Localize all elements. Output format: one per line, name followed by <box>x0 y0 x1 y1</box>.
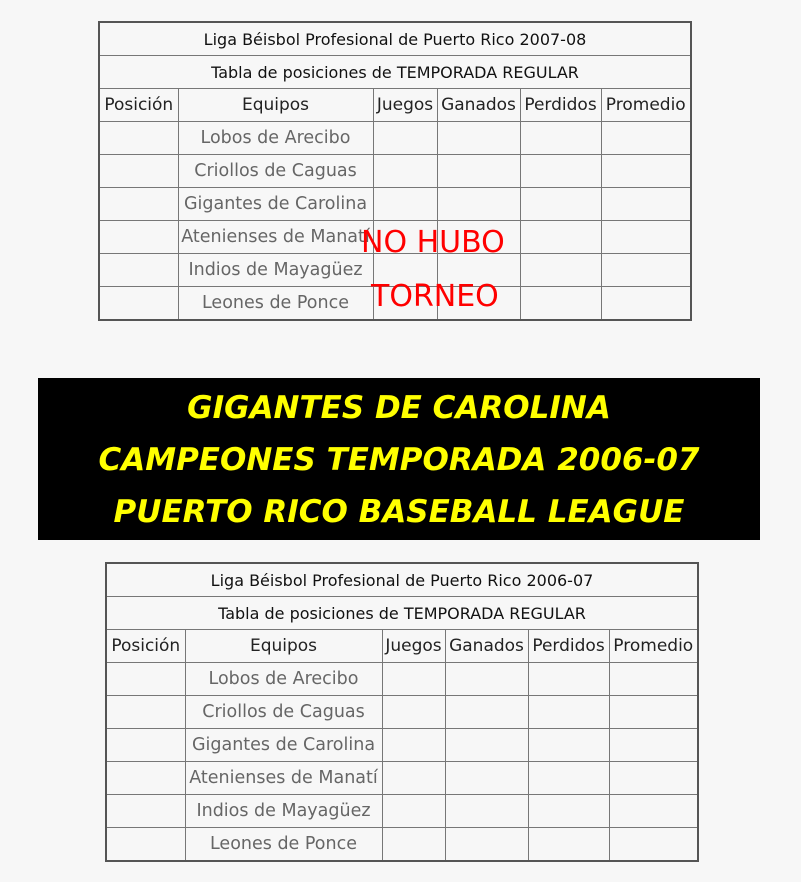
position-cell <box>99 122 178 155</box>
col-header-posicion: Posición <box>99 89 178 122</box>
team-cell: Leones de Ponce <box>185 828 382 862</box>
position-cell <box>99 254 178 287</box>
table-row <box>106 663 698 696</box>
table-row <box>106 828 698 862</box>
banner-line-champions: CAMPEONES TEMPORADA 2006-07 <box>98 442 700 478</box>
col-header-juegos: Juegos <box>382 630 445 663</box>
team-cell: Leones de Ponce <box>178 287 373 321</box>
won-cell <box>445 663 528 696</box>
games-cell <box>382 729 445 762</box>
average-cell <box>601 188 691 221</box>
team-cell: Gigantes de Carolina <box>178 188 373 221</box>
average-cell <box>609 762 698 795</box>
average-cell <box>609 696 698 729</box>
position-cell <box>106 696 185 729</box>
table-title: Liga Béisbol Profesional de Puerto Rico 2006-07 <box>106 563 698 597</box>
table-row <box>106 762 698 795</box>
won-cell <box>445 795 528 828</box>
team-cell: Indios de Mayagüez <box>178 254 373 287</box>
games-cell <box>382 696 445 729</box>
lost-cell <box>520 221 601 254</box>
position-cell <box>106 729 185 762</box>
col-header-posicion: Posición <box>106 630 185 663</box>
games-cell <box>382 828 445 862</box>
team-cell: Gigantes de Carolina <box>185 729 382 762</box>
won-cell <box>445 828 528 862</box>
col-header-ganados: Ganados <box>437 89 520 122</box>
header-row <box>106 630 698 663</box>
team-cell: Atenienses de Manatí <box>178 221 373 254</box>
team-cell: Atenienses de Manatí <box>185 762 382 795</box>
position-cell <box>99 188 178 221</box>
lost-cell <box>528 729 609 762</box>
won-cell <box>445 729 528 762</box>
games-cell <box>373 188 437 221</box>
lost-cell <box>520 155 601 188</box>
average-cell <box>609 795 698 828</box>
no-tournament-text-line2: TORNEO <box>371 279 499 314</box>
position-cell <box>99 287 178 321</box>
team-cell: Criollos de Caguas <box>178 155 373 188</box>
team-cell: Indios de Mayagüez <box>185 795 382 828</box>
average-cell <box>601 287 691 321</box>
lost-cell <box>520 188 601 221</box>
average-cell <box>609 663 698 696</box>
team-cell: Lobos de Arecibo <box>178 122 373 155</box>
header-row <box>99 89 691 122</box>
champions-banner <box>38 378 760 540</box>
average-cell <box>609 729 698 762</box>
col-header-perdidos: Perdidos <box>528 630 609 663</box>
team-cell: Criollos de Caguas <box>185 696 382 729</box>
games-cell <box>373 155 437 188</box>
table-row <box>99 155 691 188</box>
games-cell <box>382 762 445 795</box>
table-row <box>106 729 698 762</box>
won-cell <box>445 696 528 729</box>
standings-table-2006-07 <box>105 562 699 862</box>
col-header-perdidos: Perdidos <box>520 89 601 122</box>
lost-cell <box>520 122 601 155</box>
lost-cell <box>528 696 609 729</box>
standings-table-2007-08 <box>98 21 692 321</box>
col-header-ganados: Ganados <box>445 630 528 663</box>
lost-cell <box>528 828 609 862</box>
average-cell <box>601 155 691 188</box>
won-cell <box>437 122 520 155</box>
won-cell <box>437 155 520 188</box>
lost-cell <box>528 795 609 828</box>
games-cell <box>382 795 445 828</box>
table-subtitle: Tabla de posiciones de TEMPORADA REGULAR <box>106 597 698 630</box>
col-header-promedio: Promedio <box>601 89 691 122</box>
lost-cell <box>520 287 601 321</box>
games-cell <box>382 663 445 696</box>
table-subtitle: Tabla de posiciones de TEMPORADA REGULAR <box>99 56 691 89</box>
average-cell <box>601 221 691 254</box>
position-cell <box>99 155 178 188</box>
position-cell <box>106 663 185 696</box>
col-header-equipos: Equipos <box>185 630 382 663</box>
position-cell <box>106 762 185 795</box>
lost-cell <box>520 254 601 287</box>
table-row <box>99 122 691 155</box>
col-header-promedio: Promedio <box>609 630 698 663</box>
position-cell <box>99 221 178 254</box>
lost-cell <box>528 762 609 795</box>
banner-line-team: GIGANTES DE CAROLINA <box>187 390 611 426</box>
average-cell <box>601 122 691 155</box>
table-row <box>106 696 698 729</box>
no-tournament-text-line1: NO HUBO <box>361 225 505 260</box>
table-row <box>99 188 691 221</box>
average-cell <box>609 828 698 862</box>
games-cell <box>373 122 437 155</box>
banner-line-league: PUERTO RICO BASEBALL LEAGUE <box>113 494 685 530</box>
average-cell <box>601 254 691 287</box>
col-header-juegos: Juegos <box>373 89 437 122</box>
lost-cell <box>528 663 609 696</box>
table-title: Liga Béisbol Profesional de Puerto Rico 2007-08 <box>99 22 691 56</box>
team-cell: Lobos de Arecibo <box>185 663 382 696</box>
won-cell <box>437 188 520 221</box>
position-cell <box>106 795 185 828</box>
col-header-equipos: Equipos <box>178 89 373 122</box>
won-cell <box>445 762 528 795</box>
table-row <box>106 795 698 828</box>
position-cell <box>106 828 185 862</box>
